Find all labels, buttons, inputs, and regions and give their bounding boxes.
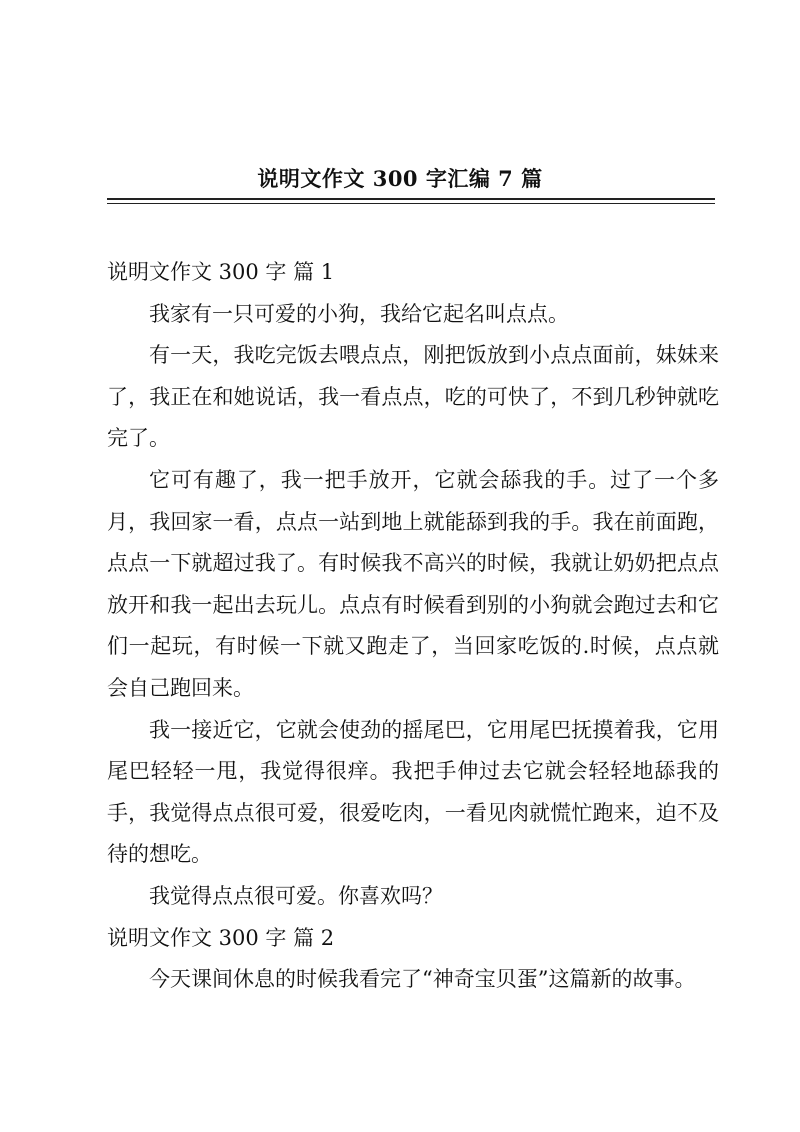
paragraph: 有一天，我吃完饭去喂点点，刚把饭放到小点点面前，妹妹来了，我正在和她说话，我一看点点，吃的可快了，不到几秒钟就吃完了。 <box>107 343 719 451</box>
section-heading: 说明文作文 300 字 篇 1 <box>107 260 335 284</box>
title-divider-thick <box>107 198 715 200</box>
paragraph: 我一接近它，它就会使劲的摇尾巴，它用尾巴抚摸着我，它用尾巴轻轻一甩，我觉得很痒。我把手伸过去它就会轻轻地舔我的手，我觉得点点很可爱，很爱吃肉，一看见肉就慌忙跑来，迫不及待的想吃。 <box>107 717 719 867</box>
section-1 <box>107 252 719 918</box>
paragraph: 今天课间休息的时候我看完了“神奇宝贝蛋”这篇新的故事。 <box>149 967 696 992</box>
paragraph: 我家有一只可爱的小狗，我给它起名叫点点。 <box>149 301 569 326</box>
section-2 <box>107 918 719 1001</box>
title-divider-thin <box>107 203 715 204</box>
section-heading: 说明文作文 300 字 篇 2 <box>107 925 335 950</box>
paragraph: 它可有趣了，我一把手放开，它就会舔我的手。过了一个多月，我回家一看，点点一站到地上就能舔到我的手。我在前面跑，点点一下就超过我了。有时候我不高兴的时候，我就让奶奶把点点放开和我一起出去玩儿。点点有时候看到别的小狗就会跑过去和它们一起玩，有时候一下就又跑走了，当回家吃饭的.时候，点点就会自己跑回来。 <box>107 467 719 700</box>
document-body <box>107 252 719 1001</box>
paragraph: 我觉得点点很可爱。你喜欢吗？ <box>149 883 443 908</box>
document-title: 说明文作文 300 字汇编 7 篇 <box>257 166 543 191</box>
